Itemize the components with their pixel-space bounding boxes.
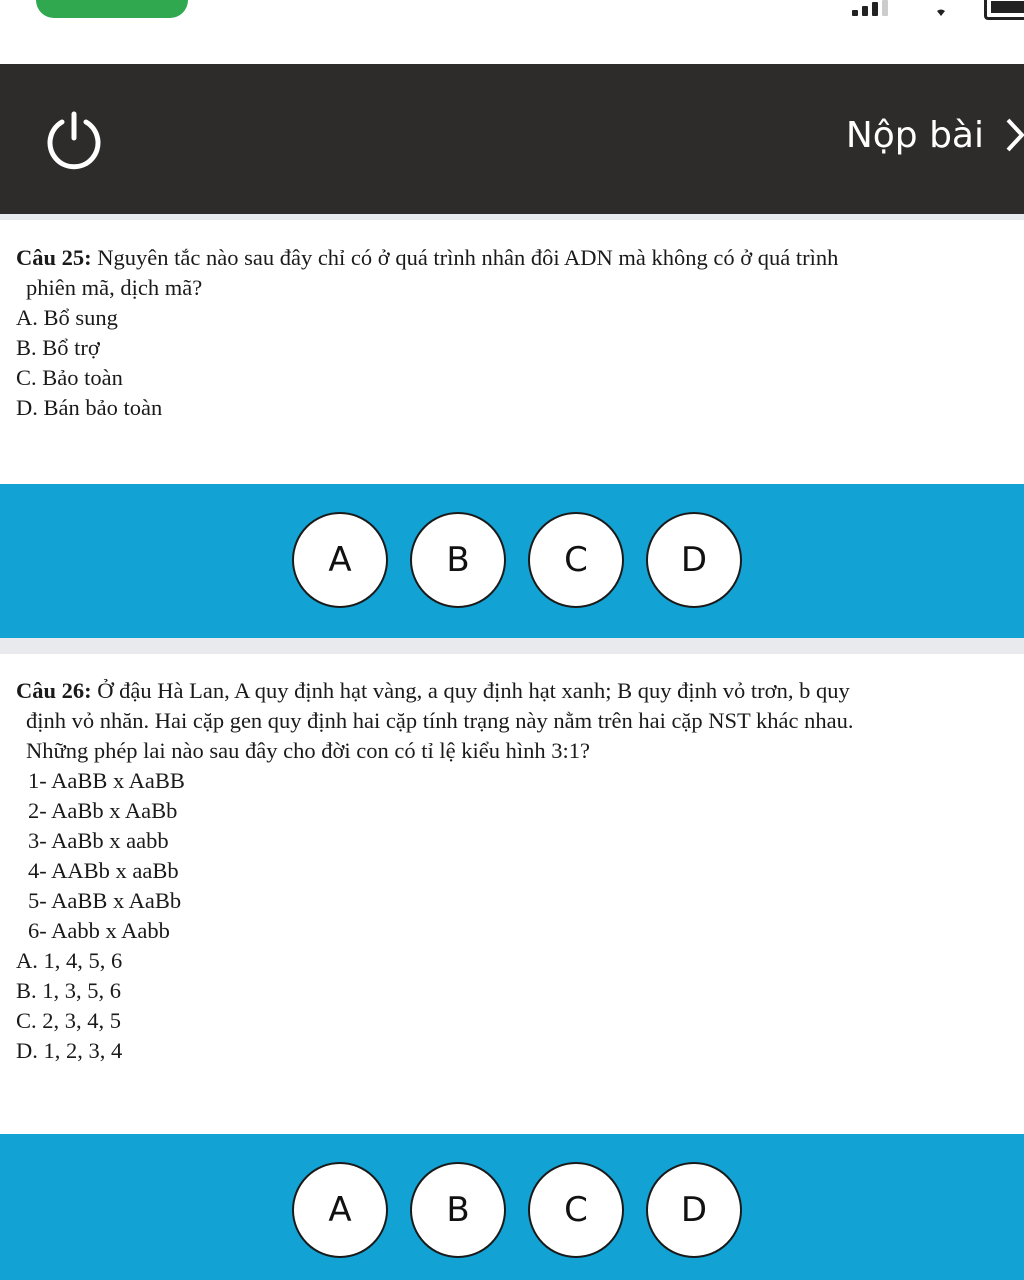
cross-item: 3- AaBb x aabb: [28, 828, 169, 853]
option-c: C. Bảo toàn: [16, 365, 123, 390]
question-stem: Câu 25: Nguyên tắc nào sau đây chỉ có ở quá trình nhân đôi ADN mà không có ở quá trình: [16, 245, 839, 270]
answer-c-button[interactable]: C: [528, 1162, 624, 1258]
question-26: [16, 676, 1012, 1066]
submit-button[interactable]: [846, 105, 1024, 165]
question-stem-cont: phiên mã, dịch mã?: [26, 275, 203, 300]
cross-item: 4- AABb x aaBb: [28, 858, 179, 883]
answer-d-button[interactable]: D: [646, 1162, 742, 1258]
battery-icon: [984, 0, 1024, 20]
power-icon[interactable]: [42, 108, 106, 172]
answer-bar: [0, 1134, 1024, 1280]
answer-bar: [0, 484, 1024, 638]
signal-icon: [852, 0, 888, 16]
time-pill: [36, 0, 188, 18]
answer-b-button[interactable]: B: [410, 1162, 506, 1258]
wifi-icon: [928, 0, 954, 18]
option-b: B. 1, 3, 5, 6: [16, 978, 122, 1003]
answer-a-button[interactable]: A: [292, 512, 388, 608]
answer-b-button[interactable]: B: [410, 512, 506, 608]
question-number: Câu 25:: [16, 245, 92, 270]
cross-item: 6- Aabb x Aabb: [28, 918, 170, 943]
cross-item: 5- AaBB x AaBb: [28, 888, 182, 913]
answer-d-button[interactable]: D: [646, 512, 742, 608]
cross-item: 2- AaBb x AaBb: [28, 798, 178, 823]
option-b: B. Bổ trợ: [16, 335, 100, 360]
question-stem: Câu 26: Ở đậu Hà Lan, A quy định hạt vàng, a quy định hạt xanh; B quy định vỏ trơn, b quy: [16, 678, 850, 703]
status-bar: [0, 0, 1024, 64]
option-a: A. Bổ sung: [16, 305, 118, 330]
submit-label: Nộp bài: [845, 114, 984, 156]
divider: [0, 638, 1024, 654]
question-number: Câu 26:: [16, 678, 92, 703]
option-a: A. 1, 4, 5, 6: [16, 948, 123, 973]
question-stem-cont: định vỏ nhăn. Hai cặp gen quy định hai cặp tính trạng này nằm trên hai cặp NST khác nhau.: [26, 708, 854, 733]
question-stem-cont: Những phép lai nào sau đây cho đời con có tỉ lệ kiểu hình 3:1?: [26, 738, 590, 763]
answer-a-button[interactable]: A: [292, 1162, 388, 1258]
answer-c-button[interactable]: C: [528, 512, 624, 608]
question-25: [16, 243, 1012, 423]
option-c: C. 2, 3, 4, 5: [16, 1008, 122, 1033]
option-d: D. 1, 2, 3, 4: [16, 1038, 123, 1063]
divider: [0, 214, 1024, 220]
cross-item: 1- AaBB x AaBB: [28, 768, 185, 793]
chevron-right-icon: [1006, 118, 1024, 152]
option-d: D. Bán bảo toàn: [16, 395, 163, 420]
